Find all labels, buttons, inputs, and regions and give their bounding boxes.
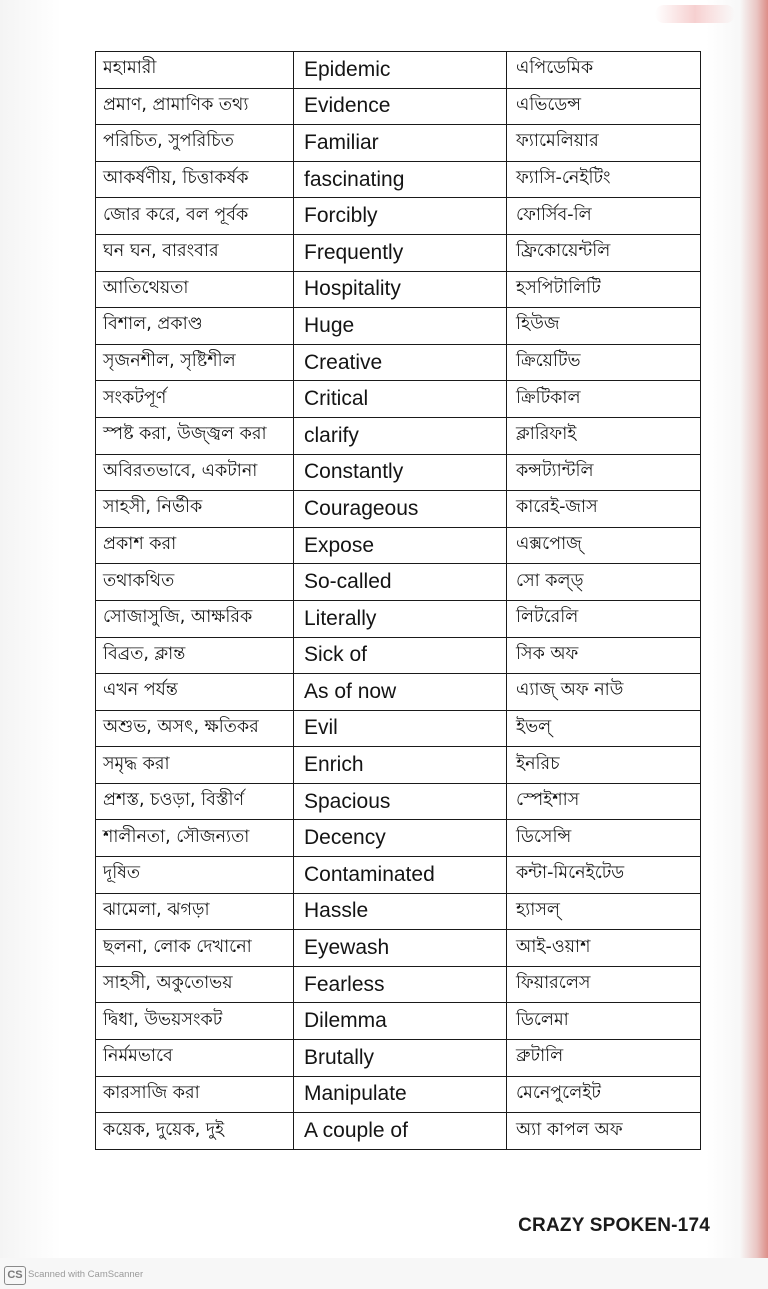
table-row	[96, 710, 701, 747]
bengali-meaning-cell: কয়েক, দুয়েক, দুই	[96, 1113, 294, 1150]
english-word-cell: Evil	[294, 710, 507, 747]
table-row	[96, 527, 701, 564]
pronunciation-cell: অ্যা কাপল অফ	[507, 1113, 701, 1150]
vocabulary-table	[95, 51, 701, 1150]
table-row	[96, 857, 701, 894]
pronunciation-cell: ব্রুটালি	[507, 1040, 701, 1077]
bengali-meaning-cell: অবিরতভাবে, একটানা	[96, 454, 294, 491]
english-word-cell: Courageous	[294, 491, 507, 528]
bengali-meaning-cell: শালীনতা, সৌজন্যতা	[96, 820, 294, 857]
table-row	[96, 1113, 701, 1150]
english-word-cell: Brutally	[294, 1040, 507, 1077]
table-row	[96, 820, 701, 857]
vocabulary-table-body	[96, 52, 701, 1150]
bengali-meaning-cell: সমৃদ্ধ করা	[96, 747, 294, 784]
pronunciation-cell: ডিসেন্সি	[507, 820, 701, 857]
english-word-cell: Forcibly	[294, 198, 507, 235]
pronunciation-cell: কন্টা-মিনেইটেড	[507, 857, 701, 894]
table-row	[96, 930, 701, 967]
bengali-meaning-cell: সোজাসুজি, আক্ষরিক	[96, 600, 294, 637]
table-row	[96, 491, 701, 528]
pronunciation-cell: ইনরিচ	[507, 747, 701, 784]
camscanner-logo-icon: CS	[4, 1266, 26, 1285]
bengali-meaning-cell: প্রমাণ, প্রামাণিক তথ্য	[96, 88, 294, 125]
pronunciation-cell: স্পেইশাস	[507, 783, 701, 820]
english-word-cell: Enrich	[294, 747, 507, 784]
english-word-cell: Familiar	[294, 125, 507, 162]
pronunciation-cell: মেনেপুলেইট	[507, 1076, 701, 1113]
english-word-cell: So-called	[294, 564, 507, 601]
english-word-cell: Critical	[294, 381, 507, 418]
pronunciation-cell: এপিডেমিক	[507, 52, 701, 89]
table-row	[96, 1003, 701, 1040]
pronunciation-cell: ক্লারিফাই	[507, 417, 701, 454]
pronunciation-cell: এভিডেন্স	[507, 88, 701, 125]
pronunciation-cell: ফ্যামেলিয়ার	[507, 125, 701, 162]
table-row	[96, 234, 701, 271]
english-word-cell: fascinating	[294, 161, 507, 198]
english-word-cell: Constantly	[294, 454, 507, 491]
bengali-meaning-cell: আতিথেয়তা	[96, 271, 294, 308]
table-row	[96, 454, 701, 491]
table-row	[96, 564, 701, 601]
bengali-meaning-cell: কারসাজি করা	[96, 1076, 294, 1113]
english-word-cell: Manipulate	[294, 1076, 507, 1113]
red-page-edge	[740, 0, 768, 1289]
bengali-meaning-cell: সংকটপূর্ণ	[96, 381, 294, 418]
pronunciation-cell: সো কল্ড্	[507, 564, 701, 601]
english-word-cell: Spacious	[294, 783, 507, 820]
bengali-meaning-cell: অশুভ, অসৎ, ক্ষতিকর	[96, 710, 294, 747]
table-row	[96, 52, 701, 89]
table-row	[96, 88, 701, 125]
bengali-meaning-cell: সাহসী, নির্ভীক	[96, 491, 294, 528]
table-row	[96, 600, 701, 637]
bengali-meaning-cell: প্রশস্ত, চওড়া, বিস্তীর্ণ	[96, 783, 294, 820]
english-word-cell: Decency	[294, 820, 507, 857]
english-word-cell: Fearless	[294, 966, 507, 1003]
bengali-meaning-cell: ছলনা, লোক দেখানো	[96, 930, 294, 967]
table-row	[96, 417, 701, 454]
bengali-meaning-cell: প্রকাশ করা	[96, 527, 294, 564]
bengali-meaning-cell: বিব্রত, ক্লান্ত	[96, 637, 294, 674]
english-word-cell: Contaminated	[294, 857, 507, 894]
pronunciation-cell: হিউজ	[507, 308, 701, 345]
page-number-label: CRAZY SPOKEN-174	[518, 1215, 710, 1236]
english-word-cell: Eyewash	[294, 930, 507, 967]
pronunciation-cell: ফ্রিকোয়েন্টলি	[507, 234, 701, 271]
pronunciation-cell: এ্যাজ্ অফ নাউ	[507, 674, 701, 711]
bengali-meaning-cell: তথাকথিত	[96, 564, 294, 601]
pronunciation-cell: ফ্যাসি-নেইটিং	[507, 161, 701, 198]
table-row	[96, 1040, 701, 1077]
pronunciation-cell: লিটরেলি	[507, 600, 701, 637]
table-row	[96, 637, 701, 674]
pronunciation-cell: ডিলেমা	[507, 1003, 701, 1040]
pronunciation-cell: ফিয়ারলেস	[507, 966, 701, 1003]
top-edge-mark	[655, 5, 735, 23]
table-row	[96, 271, 701, 308]
pronunciation-cell: হসপিটালিটি	[507, 271, 701, 308]
table-row	[96, 198, 701, 235]
english-word-cell: Frequently	[294, 234, 507, 271]
english-word-cell: Evidence	[294, 88, 507, 125]
bengali-meaning-cell: এখন পর্যন্ত	[96, 674, 294, 711]
bengali-meaning-cell: স্পষ্ট করা, উজ্জ্বল করা	[96, 417, 294, 454]
bengali-meaning-cell: দূষিত	[96, 857, 294, 894]
english-word-cell: clarify	[294, 417, 507, 454]
table-row	[96, 783, 701, 820]
pronunciation-cell: ফোর্সিব-লি	[507, 198, 701, 235]
table-row	[96, 125, 701, 162]
pronunciation-cell: ক্রিয়েটিভ	[507, 344, 701, 381]
english-word-cell: Creative	[294, 344, 507, 381]
bengali-meaning-cell: জোর করে, বল পূর্বক	[96, 198, 294, 235]
bengali-meaning-cell: বিশাল, প্রকাণ্ড	[96, 308, 294, 345]
pronunciation-cell: সিক অফ	[507, 637, 701, 674]
table-row	[96, 966, 701, 1003]
bengali-meaning-cell: ঝামেলা, ঝগড়া	[96, 893, 294, 930]
table-row	[96, 161, 701, 198]
english-word-cell: As of now	[294, 674, 507, 711]
english-word-cell: Huge	[294, 308, 507, 345]
english-word-cell: Literally	[294, 600, 507, 637]
pronunciation-cell: হ্যাসল্	[507, 893, 701, 930]
table-row	[96, 344, 701, 381]
pronunciation-cell: ইভল্	[507, 710, 701, 747]
bengali-meaning-cell: মহামারী	[96, 52, 294, 89]
pronunciation-cell: ক্রিটিকাল	[507, 381, 701, 418]
table-row	[96, 893, 701, 930]
bengali-meaning-cell: সৃজনশীল, সৃষ্টিশীল	[96, 344, 294, 381]
bengali-meaning-cell: আকর্ষণীয়, চিত্তাকর্ষক	[96, 161, 294, 198]
pronunciation-cell: আই-ওয়াশ	[507, 930, 701, 967]
pronunciation-cell: এক্সপোজ্	[507, 527, 701, 564]
english-word-cell: Hospitality	[294, 271, 507, 308]
english-word-cell: Dilemma	[294, 1003, 507, 1040]
table-row	[96, 381, 701, 418]
bengali-meaning-cell: সাহসী, অকুতোভয়	[96, 966, 294, 1003]
pronunciation-cell: কারেই-জাস	[507, 491, 701, 528]
english-word-cell: Expose	[294, 527, 507, 564]
english-word-cell: A couple of	[294, 1113, 507, 1150]
scanner-watermark: Scanned with CamScanner	[28, 1269, 144, 1280]
bengali-meaning-cell: দ্বিধা, উভয়সংকট	[96, 1003, 294, 1040]
pronunciation-cell: কন্সট্যান্টলি	[507, 454, 701, 491]
bengali-meaning-cell: ঘন ঘন, বারংবার	[96, 234, 294, 271]
table-row	[96, 308, 701, 345]
table-row	[96, 674, 701, 711]
bengali-meaning-cell: পরিচিত, সুপরিচিত	[96, 125, 294, 162]
table-row	[96, 747, 701, 784]
english-word-cell: Hassle	[294, 893, 507, 930]
english-word-cell: Sick of	[294, 637, 507, 674]
english-word-cell: Epidemic	[294, 52, 507, 89]
bengali-meaning-cell: নির্মমভাবে	[96, 1040, 294, 1077]
table-row	[96, 1076, 701, 1113]
